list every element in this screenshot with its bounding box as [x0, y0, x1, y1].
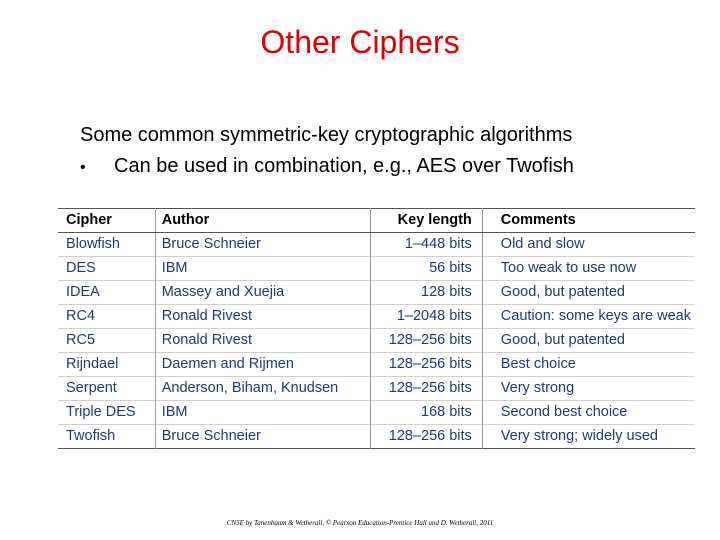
table-row — [58, 377, 695, 401]
cell-comments: Second best choice — [500, 404, 628, 420]
header-cipher: Cipher — [58, 209, 155, 233]
cell-cipher: RC4 — [58, 305, 155, 329]
cell-cipher: Triple DES — [58, 401, 155, 425]
cell-cipher: Rijndael — [58, 353, 155, 377]
cell-author: IBM — [155, 257, 370, 281]
cell-comments: Best choice — [500, 356, 576, 372]
cell-cipher: IDEA — [58, 281, 155, 305]
cell-comments: Very strong — [500, 380, 575, 396]
table-row — [58, 329, 695, 353]
table-row — [58, 257, 695, 281]
bullet-dot: • — [80, 159, 86, 176]
slide-footer: CN5E by Tanenbaum & Wetherall, © Pearson Education-Prentice Hall and D. Wetherall, 2011 — [226, 519, 494, 527]
cell-key-length: 56 bits — [370, 257, 482, 281]
cell-comments: Old and slow — [500, 236, 585, 252]
cell-author: Massey and Xuejia — [155, 281, 370, 305]
cell-key-length: 1–448 bits — [370, 233, 482, 257]
bullet-text: Can be used in combination, e.g., AES over Twofish — [114, 155, 574, 177]
cell-key-length: 168 bits — [370, 401, 482, 425]
table-row — [58, 425, 695, 449]
cell-key-length: 128–256 bits — [370, 353, 482, 377]
table-row — [58, 305, 695, 329]
table-row — [58, 353, 695, 377]
cell-comments: Very strong; widely used — [500, 428, 658, 444]
header-comments: Comments — [482, 209, 695, 233]
table-row — [58, 401, 695, 425]
cell-author: Ronald Rivest — [155, 305, 370, 329]
table — [58, 208, 695, 449]
table-row — [58, 281, 695, 305]
cell-comments: Good, but patented — [500, 332, 625, 348]
table-row — [58, 233, 695, 257]
table-header-row — [58, 209, 695, 233]
slide-title: Other Ciphers — [260, 24, 460, 60]
cell-cipher: Twofish — [58, 425, 155, 449]
cell-cipher: Blowfish — [58, 233, 155, 257]
cell-author: Ronald Rivest — [155, 329, 370, 353]
bullet-item — [80, 151, 574, 183]
cell-author: Bruce Schneier — [155, 425, 370, 449]
cell-cipher: Serpent — [58, 377, 155, 401]
cell-author: IBM — [155, 401, 370, 425]
cell-key-length: 1–2048 bits — [370, 305, 482, 329]
cipher-table — [58, 208, 695, 449]
header-key-length: Key length — [370, 209, 482, 233]
cell-comments: Good, but patented — [500, 284, 625, 300]
header-author: Author — [155, 209, 370, 233]
cell-author: Bruce Schneier — [155, 233, 370, 257]
intro-text: Some common symmetric-key cryptographic algorithms — [80, 124, 573, 146]
cell-key-length: 128–256 bits — [370, 329, 482, 353]
cell-comments: Too weak to use now — [500, 260, 637, 276]
cell-author: Daemen and Rijmen — [155, 353, 370, 377]
cell-key-length: 128–256 bits — [370, 425, 482, 449]
cell-cipher: DES — [58, 257, 155, 281]
cell-key-length: 128–256 bits — [370, 377, 482, 401]
cell-comments: Caution: some keys are weak — [500, 308, 691, 324]
cell-key-length: 128 bits — [370, 281, 482, 305]
cell-cipher: RC5 — [58, 329, 155, 353]
cell-author: Anderson, Biham, Knudsen — [155, 377, 370, 401]
